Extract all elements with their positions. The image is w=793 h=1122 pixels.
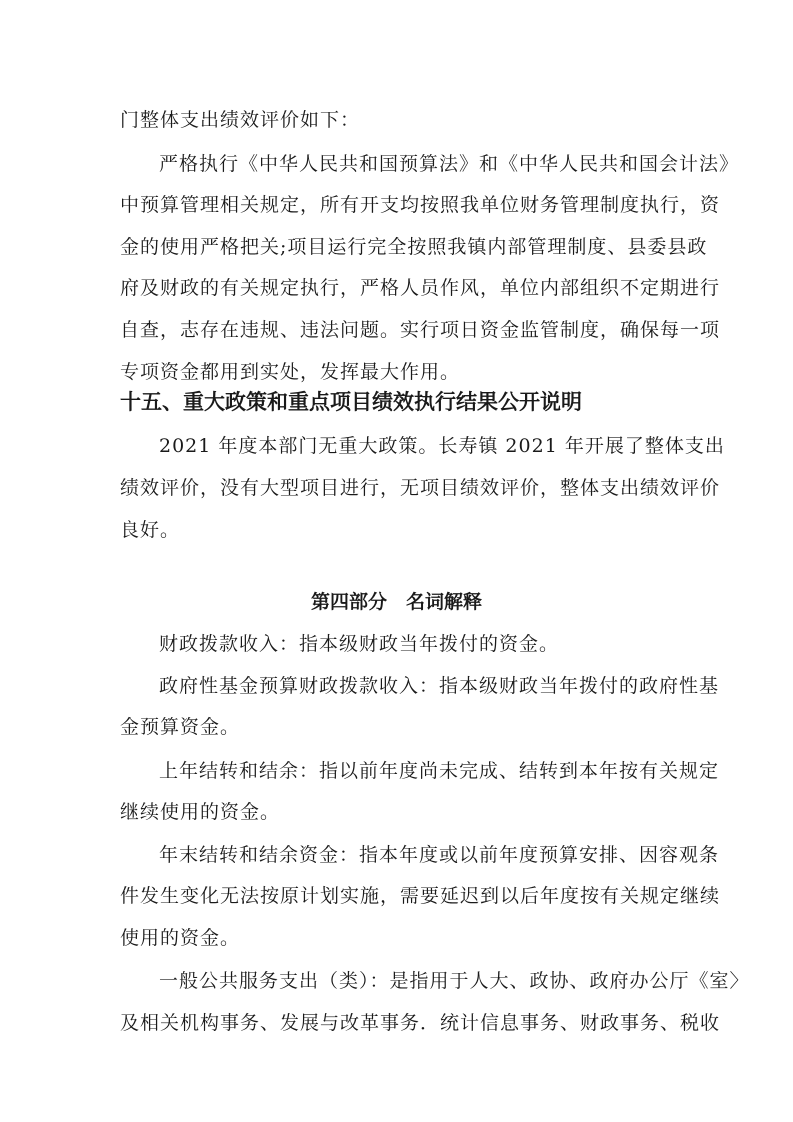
term-line: 件发生变化无法按原计划实施，需要延迟到以后年度按有关规定继续 <box>120 885 721 907</box>
term-line: 财政拨款收入：指本级财政当年拨付的资金。 <box>159 633 560 655</box>
paragraph-line: 绩效评价，没有大型项目进行，无项目绩效评价，整体支出绩效评价 <box>120 477 721 499</box>
paragraph-line: 中预算管理相关规定，所有开支均按照我单位财务管理制度执行，资 <box>120 194 721 216</box>
section-15-heading: 十五、重大政策和重点项目绩效执行结果公开说明 <box>120 390 582 414</box>
term-line: 金预算资金。 <box>120 716 241 738</box>
paragraph-line: 府及财政的有关规定执行，严格人员作风，单位内部组织不定期进行 <box>120 277 721 299</box>
intro-line: 门整体支出绩效评价如下： <box>120 109 361 131</box>
paragraph-line: 2021 年度本部门无重大政策。长寿镇 2021 年开展了整体支出 <box>159 435 725 457</box>
paragraph-line: 良好。 <box>120 519 181 541</box>
paragraph-line: 自查，志存在违规、违法问题。实行项日资金监管制度，确保每一项 <box>120 319 721 341</box>
term-line: 年末结转和结余资金：指本年度或以前年度预算安排、因容观条 <box>159 844 720 866</box>
term-line: 及相关机构事务、发展与改革事务．统计信息事务、财政事务、税收 <box>120 1012 721 1034</box>
term-line: 一般公共服务支出（类）：是指用于人大、政协、政府办公厅《室〉 <box>159 970 750 992</box>
part-4-title: 第四部分 名词解释 <box>310 591 482 613</box>
paragraph-line: 金的使用严格把关;项目运行完全按照我镇内部管理制度、县委县政 <box>120 236 708 258</box>
term-line: 上年结转和结余：指以前年度尚未完成、结转到本年按有关规定 <box>159 760 720 782</box>
term-line: 使用的资金。 <box>120 927 241 949</box>
paragraph-line: 严格执行《中华人民共和国预算法》和《中华人民共和国会计法》 <box>159 153 740 175</box>
term-line: 政府性基金预算财政拨款收入：指本级财政当年拨付的政府性基 <box>159 675 720 697</box>
paragraph-line: 专项资金都用到实处，发挥最大作用。 <box>120 361 461 383</box>
term-line: 继续使用的资金。 <box>120 801 281 823</box>
